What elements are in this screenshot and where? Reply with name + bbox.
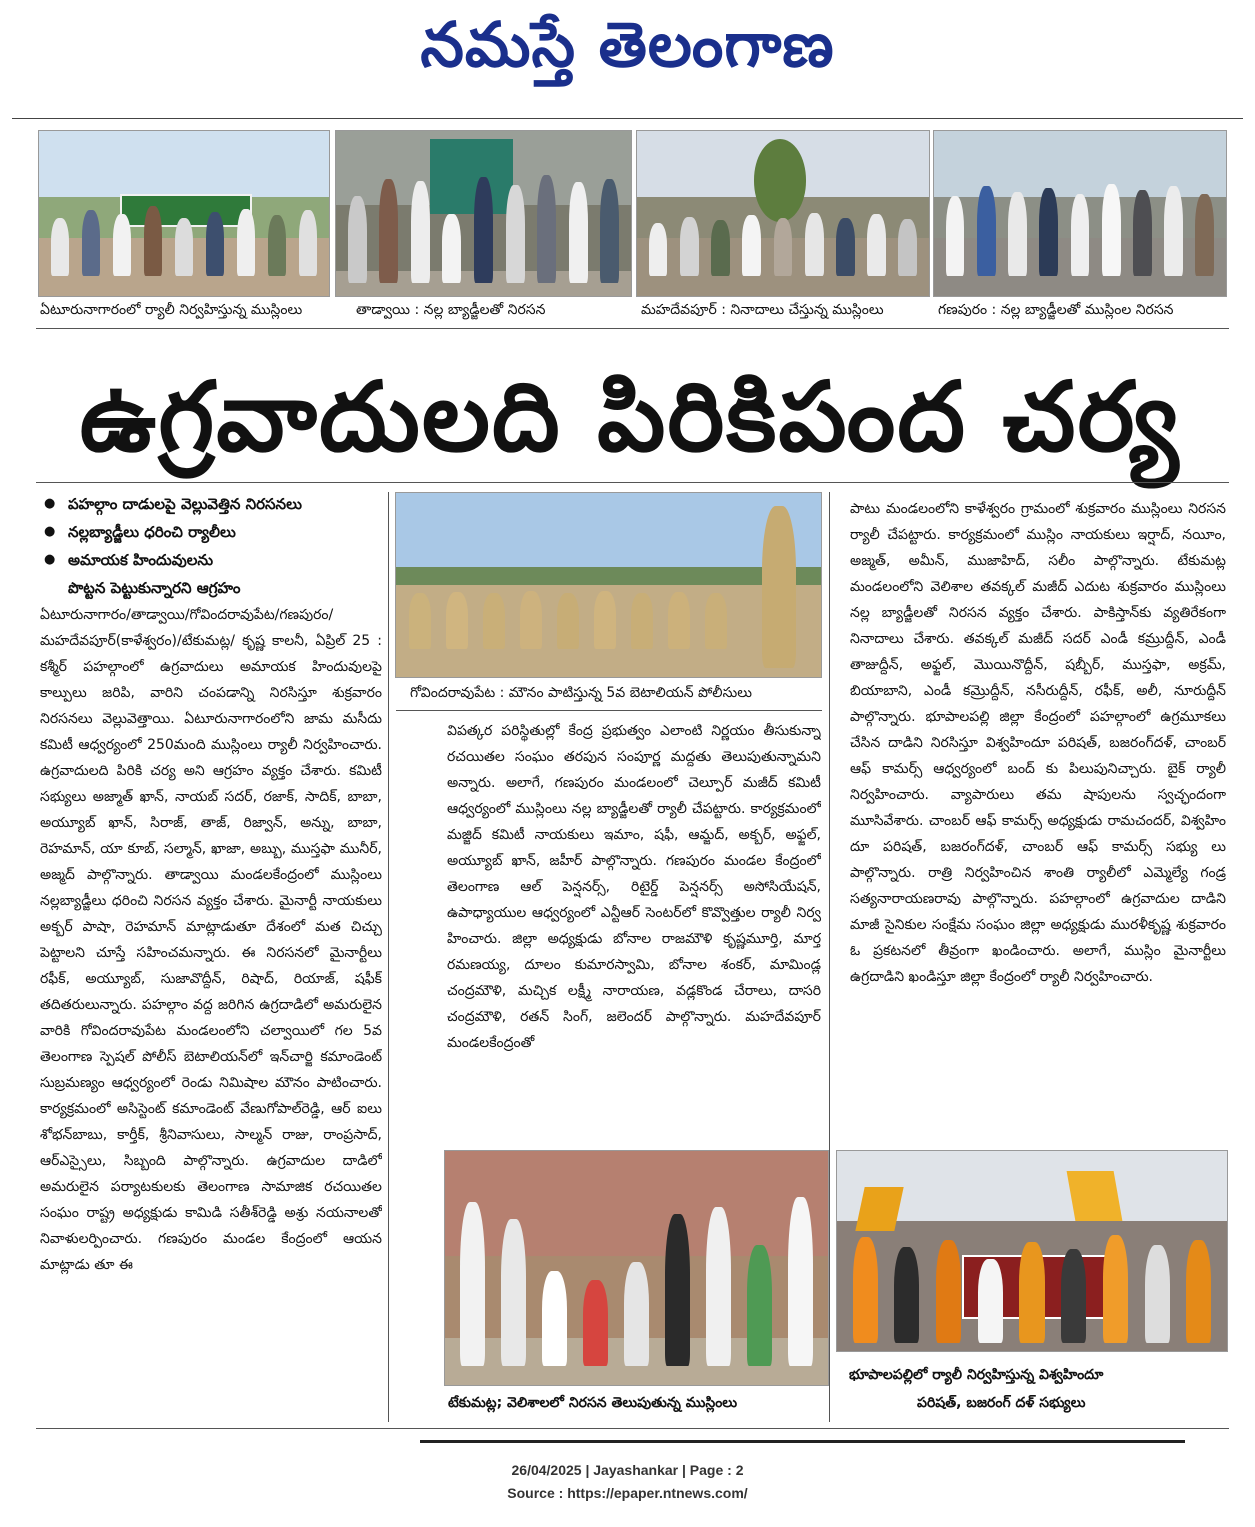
- article-text: విపత్కర పరిస్థితుల్లో కేంద్ర ప్రభుత్వం ఎలాంటి నిర్ణయం తీసుకున్నా రచయితల సంఘం తరపున సంపూర్ణ మద్దతు తెలుపుతున్నామని అన్నారు. అలాగే, గణపురం మండలంలో చెల్పూర్ మజీద్ కమిటీ ఆధ్వర్యంలో ముస్లింలు నల్ల బ్యాడ్జీలతో ర్యాలీ చేపట్టారు. కార్యక్రమంలో మజ్జిద్ కమిటీ నాయకులు ఇమాం, షఫీ, ఆమ్జద్, అక్బర్, అఫ్జల్, అయ్యూబ్ ఖాన్, జహీర్ పాల్గొన్నారు. గణపురం మండల కేంద్రంలో తెలంగాణ ఆల్ పెన్షనర్స్, రిటైర్డ్ పెన్షనర్స్ అసోసియేషన్, ఉపాధ్యాయుల ఆధ్వర్యంలో ఎన్టీఆర్ సెంటర్‌లో కొవ్వొత్తుల ర్యాలీ నిర్వ హించారు. జిల్లా అధ్యక్షుడు బోనాల రాజమౌళి కృష్ణమూర్తి, మార్త రమణయ్య, దూలం కుమారస్వామి, బోనాల శంకర్, మామిండ్ల చంద్రమౌళి, మచ్చిక లక్ష్మీ నారాయణ, వడ్లకొండ చేరాలు, దాసరి చంద్రమౌళి, రతన్ సింగ్, జలెందర్ పాల్గొన్నారు. మహదేవపూర్ మండలకేంద్రంతో: [447, 723, 821, 1051]
- column-divider: [829, 492, 830, 1422]
- photos-divider: [36, 328, 1229, 329]
- article-text: పాటు మండలంలోని కాళేశ్వరం గ్రామంలో శుక్రవారం ముస్లింలు నిరసన ర్యాలీ చేపట్టారు. కార్యక్రమంలో ముస్లిం నాయకులు ఇర్షాద్, నయీం, అజ్మత్, అమీన్, ముజాహిద్, సలీం పాల్గొన్నారు. టేకుమట్ల మండలంలోని వెలిశాల తవక్కల్ మజీద్ ఎదుట శుక్రవారం ముస్లింలు నల్ల బ్యాడ్జీలతో నిరసన వ్యక్తం చేశారు. పాకిస్తాన్‌కు వ్యతిరేకంగా నినాదాలు చేశారు. తవక్కల్ మజీద్ సదర్ ఎండీ కమ్రుద్దీన్, ఎండీ తాజుద్దీన్, అఫ్జల్, మొయినొద్దీన్, షబ్బీర్, ముస్తఫా, అక్రమ్, బియాబాని, ఎండీ కమ్రొద్దీన్, నసీరుద్దీన్, రఫీక్, అలీ, నూరుద్దీన్ పాల్గొన్నారు. భూపాలపల్లి జిల్లా కేంద్రంలో పహల్గాంలో ఉగ్రమూకలు చేసిన దాడిని నిరసిస్తూ విశ్వహిందూ పరిషత్, బజరంగ్‌దళ్, చాంబర్ ఆఫ్ కామర్స్ ఆధ్వర్యంలో బంద్ కు పిలుపునిచ్చారు. బైక్ ర్యాలీ నిర్వహించారు. వ్యాపారులు తమ షాపులను స్వచ్ఛందంగా మూసివేశారు. చాంబర్ ఆఫ్ కామర్స్ అధ్యక్షుడు రామచందర్, విశ్వహిం దూ పరిషత్, బజరంగ్‌దళ్, చాంబర్ ఆఫ్ కామర్స్ సభ్యు లు పాల్గొన్నారు. రాత్రి నిర్వహించిన శాంతి ర్యాలీలో ఎమ్మెల్యే గండ్ర సత్యనారాయణరావు పాల్గొన్నారు. పహల్గాంలో ఉగ్రవాదుల దాడిని మాజీ సైనికుల సంక్షేమ సంఘం జిల్లా అధ్యక్షుడు మురళీకృష్ణ శుక్రవారం ఓ ప్రకటనలో తీవ్రంగా ఖండించారు. అలాగే, ముస్లిం మైనార్టీలు ఉగ్రదాడిని ఖండిస్తూ జిల్లా కేంద్రంలో ర్యాలీ నిర్వహించారు.: [850, 501, 1226, 985]
- highlight-item-continued: పొట్టన పెట్టుకున్నారని ఆగ్రహం: [68, 579, 241, 597]
- highlight-item: ● పహల్గాం దాడులపై వెల్లువెత్తిన నిరసనలు: [40, 490, 380, 518]
- footer-date-page: 26/04/2025 | Jayashankar | Page : 2: [511, 1462, 744, 1478]
- column-divider: [388, 492, 389, 1422]
- caption-photo-1: ఏటూరునాగారంలో ర్యాలీ నిర్వహిస్తున్న ముస్లింలు: [40, 302, 303, 318]
- photo-eturnagaram-rally: [38, 130, 330, 297]
- headline-divider: [36, 482, 1229, 483]
- article-text: ఏటూరునాగారం/తాడ్వాయి/గోవిందరావుపేట/గణపురం/మహదేవపూర్(కాళేశ్వరం)/టేకుమట్ల/ కృష్ణ కాలనీ, ఏప్రిల్ 25 : కశ్మీర్ పహల్గాంలో ఉగ్రవాదులు అమాయక హిందువులపై కాల్పులు జరిపి, వారిని చంపడాన్ని నిరసిస్తూ శుక్రవారం నిరసనలు వెల్లువెత్తాయి. ఏటూరునాగారంలోని జామ మసీదు కమిటీ ఆధ్వర్యంలో 250మంది ముస్లింలు ర్యాలీ నిర్వహించారు. ఉగ్రవాదులది పిరికి చర్య అని ఆగ్రహం వ్యక్తం చేశారు. కమిటీ సభ్యులు అజ్మాత్ ఖాన్, నాయబ్ సదర్, రజాక్, సాదిక్, బాబా, అయ్యూబ్ ఖాన్, సిరాజ్, తాజ్, రిజ్వాన్, అన్ను, బాబా, రెహమాన్, యా కూబ్, సల్మాన్, ఖాజా, అబ్బు, ముస్తఫా మునీర్, అజ్మద్ పాల్గొన్నారు. తాడ్వాయి మండలకేంద్రంలో ముస్లింలు నల్లబ్యాడ్జీలు ధరించి నిరసన వ్యక్తం చేశారు. మైనార్టీ నాయకులు అక్బర్ పాషా, రెహమాన్ మాట్లాడుతూ దేశంలో మత చిచ్చు పెట్టాలని చూస్తే సహించమన్నారు. ఈ నిరసనలో మైనార్టీలు రఫీక్, అయ్యూబ్, సుజావొద్దీన్, రిషాద్, రియాజ్, షఫీక్ తదితరులున్నారు. పహల్గాం వద్ద జరిగిన ఉగ్రదాడిలో అమరులైన వారికి గోవిందరావుపేట మండలంలోని చల్వాయిలో గల 5వ తెలంగాణ స్పెషల్ పోలీస్ బెటాలియన్‌లో ఇన్‌చార్జి కమాండెంట్ సుబ్రమణ్యం ఆధ్వర్యంలో రెండు నిమిషాల మౌనం పాటించారు. కార్యక్రమంలో అసిస్టెంట్ కమాండెంట్ వేణుగోపాల్‌రెడ్డి, ఆర్ ఐలు శోభన్‌బాబు, కార్తీక్, శ్రీనివాసులు, సాల్మన్ రాజు, రాంప్రసాద్, ఆర్ఎస్సైలు, సిబ్బంది పాల్గొన్నారు. ఉగ్రవాదుల దాడిలో అమరులైన పర్యాటకులకు తెలంగాణ సామాజిక రచయితల సంఘం రాష్ట్ర అధ్యక్షుడు కామిడి సతీశ్‌రెడ్డి అశ్రు నయనాలతో నివాళులర్పించారు. గణపురం మండల కేంద్రంలో ఆయన మాట్లాడు తూ ఈ: [40, 607, 382, 1273]
- masthead-divider: [12, 118, 1243, 119]
- photo-mahadevpur-slogans: [636, 130, 930, 297]
- caption-bottom-photo-2a: భూపాలపల్లిలో ర్యాలీ నిర్వహిస్తున్న విశ్వహిందూ: [849, 1367, 1104, 1383]
- masthead: [0, 0, 1255, 118]
- photo-divider: [396, 710, 822, 711]
- photo-tadvai-protest: [335, 130, 632, 297]
- highlight-item: ● అమాయక హిందువులను: [40, 546, 380, 574]
- caption-bottom-photo-2b: పరిషత్, బజరంగ్ దళ్ సభ్యులు: [917, 1395, 1086, 1411]
- newspaper-title: నమస్తే తెలంగాణ: [420, 8, 835, 81]
- headline: ఉగ్రవాదులది పిరికిపంద చర్య: [79, 361, 1181, 473]
- highlight-item: ● నల్లబ్యాడ్జీలు ధరించి ర్యాలీలు: [40, 518, 380, 546]
- photo-ganapuram-protest: [933, 130, 1227, 297]
- photo-tekumatla-protest: [444, 1150, 829, 1386]
- caption-bottom-photo-1: టేకుమట్ల; వెలిశాలలో నిరసన తెలుపుతున్న ముస్లింలు: [448, 1395, 738, 1411]
- caption-center-photo: గోవిందరావుపేట : మౌనం పాటిస్తున్న 5వ బెటాలియన్ పోలీసులు: [410, 685, 753, 701]
- caption-photo-3: మహదేవపూర్ : నినాదాలు చేస్తున్న ముస్లింలు: [641, 302, 884, 318]
- footer-source: Source : https://epaper.ntnews.com/: [507, 1485, 748, 1501]
- caption-photo-2: తాడ్వాయి : నల్ల బ్యాడ్జీలతో నిరసన: [356, 302, 546, 318]
- bottom-divider: [36, 1428, 1229, 1429]
- highlights-list: [40, 490, 380, 602]
- article-column-1: [40, 602, 382, 1416]
- article-column-2: [447, 718, 821, 1142]
- caption-photo-4: గణపురం : నల్ల బ్యాడ్జీలతో ముస్లింల నిరసన: [938, 302, 1174, 318]
- article-column-3: [850, 496, 1226, 1136]
- photo-battalion-silence: [395, 492, 822, 678]
- bottom-divider-dark: [420, 1440, 1185, 1443]
- photo-bhupalpally-rally: [836, 1150, 1228, 1352]
